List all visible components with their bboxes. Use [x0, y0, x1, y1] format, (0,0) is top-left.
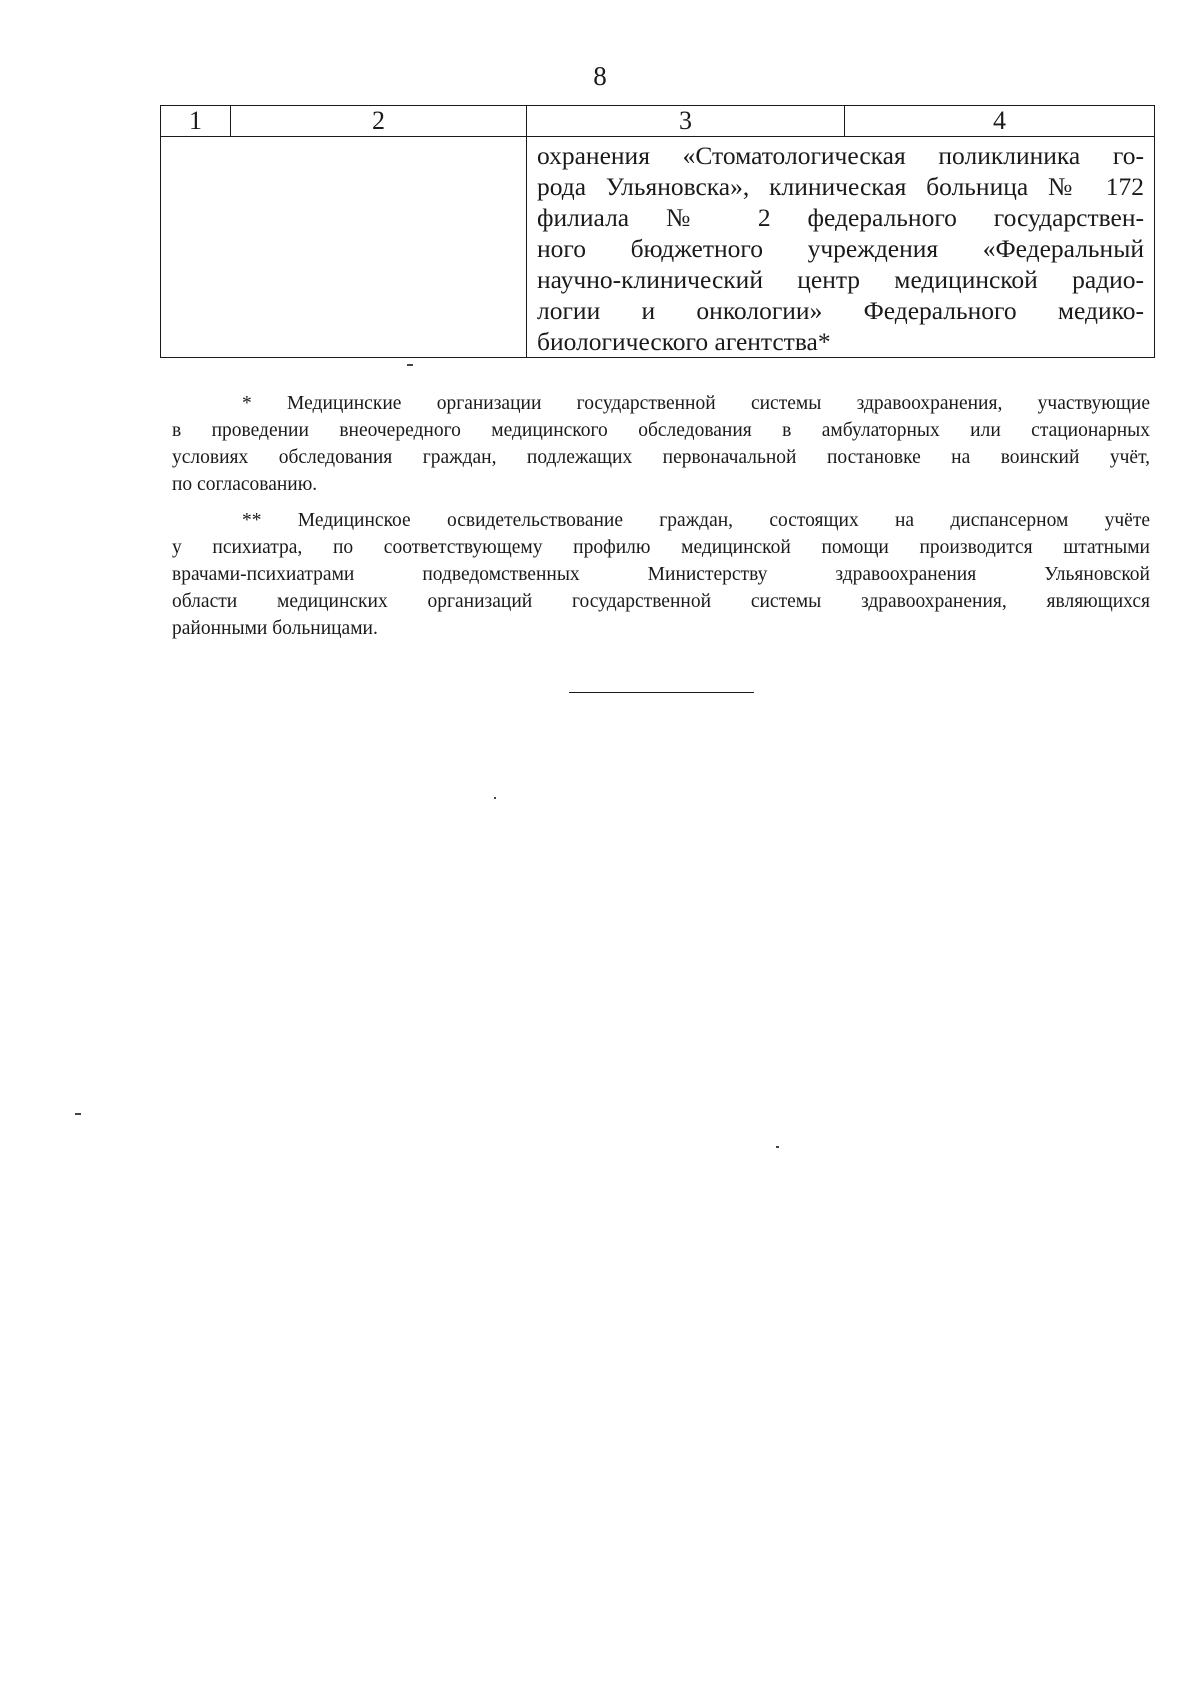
cell-text-line: охранения «Стоматологическая поликлиника го-	[537, 141, 1144, 170]
column-number-3: 3	[527, 106, 845, 137]
end-divider-line	[569, 692, 754, 693]
column-number-2: 2	[231, 106, 527, 137]
empty-cell	[161, 137, 527, 358]
footnote-single-asterisk	[172, 390, 1150, 498]
continuation-table	[160, 105, 1155, 358]
scan-speck	[494, 797, 496, 799]
cell-text-line: филиала № 2 федерального государствен-	[537, 203, 1144, 232]
table-header-row	[161, 106, 1155, 137]
footnote-line: в проведении внеочередного медицинского обследования в амбулаторных или стационарных	[172, 420, 1150, 441]
footnote-line: по согласованию.	[172, 474, 318, 495]
footnote-line: ** Медицинское освидетельствование граждан, состоящих на диспансерном учёте	[242, 510, 1150, 531]
footnote-line: области медицинских организаций государственной системы здравоохранения, являющихся	[172, 591, 1150, 612]
scan-speck	[407, 364, 413, 366]
cell-text-line: биологического агентства*	[537, 327, 831, 356]
page-number: 8	[593, 61, 607, 91]
cell-text-line: научно-клинический центр медицинской радио-	[537, 265, 1144, 294]
table-row	[161, 137, 1155, 358]
scan-speck	[776, 1146, 779, 1148]
organization-cell	[527, 137, 1155, 358]
column-number-1: 1	[161, 106, 231, 137]
footnote-line: врачами-психиатрами подведомственных Министерству здравоохранения Ульяновской	[172, 564, 1150, 585]
cell-text-line: логии и онкологии» Федерального медико-	[537, 296, 1144, 325]
footnote-line: условиях обследования граждан, подлежащих первоначальной постановке на воинский учёт,	[172, 447, 1150, 468]
cell-text-line: рода Ульяновска», клиническая больница № 172	[537, 172, 1144, 201]
footnote-line: у психиатра, по соответствующему профилю медицинской помощи производится штатными	[172, 537, 1150, 558]
scan-speck	[75, 1113, 81, 1115]
column-number-4: 4	[845, 106, 1155, 137]
footnote-double-asterisk	[172, 507, 1150, 642]
footnote-line: * Медицинские организации государственной системы здравоохранения, участвующие	[242, 393, 1150, 414]
footnotes	[172, 390, 1150, 642]
footnote-line: районными больницами.	[172, 618, 378, 639]
cell-text-line: ного бюджетного учреждения «Федеральный	[537, 234, 1144, 263]
